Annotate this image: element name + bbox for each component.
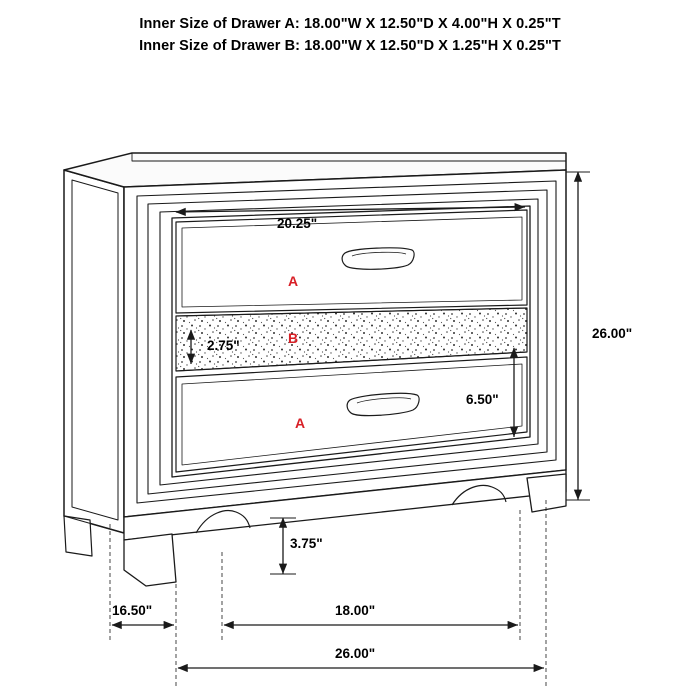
drawer-label-b-middle: B	[288, 330, 299, 346]
drawer-label-a-bottom: A	[295, 415, 306, 431]
dim-bottom-drawer-height: 6.50"	[466, 392, 499, 407]
dim-overall-height: 26.00"	[592, 326, 633, 341]
dim-overall-width: 26.00"	[335, 646, 376, 661]
dim-front-width: 18.00"	[335, 603, 376, 618]
header-line-drawer-a: Inner Size of Drawer A: 18.00"W X 12.50"D X 4.00"H X 0.25"T	[139, 16, 561, 32]
dim-top-drawer-width: 20.25"	[277, 216, 318, 231]
header-line-drawer-b: Inner Size of Drawer B: 18.00"W X 12.50"D X 1.25"H X 0.25"T	[139, 38, 561, 54]
dim-depth: 16.50"	[112, 603, 153, 618]
dim-leg-height: 3.75"	[290, 536, 323, 551]
dim-middle-drawer-height: 2.75"	[207, 338, 240, 353]
drawer-label-a-top: A	[288, 273, 299, 289]
